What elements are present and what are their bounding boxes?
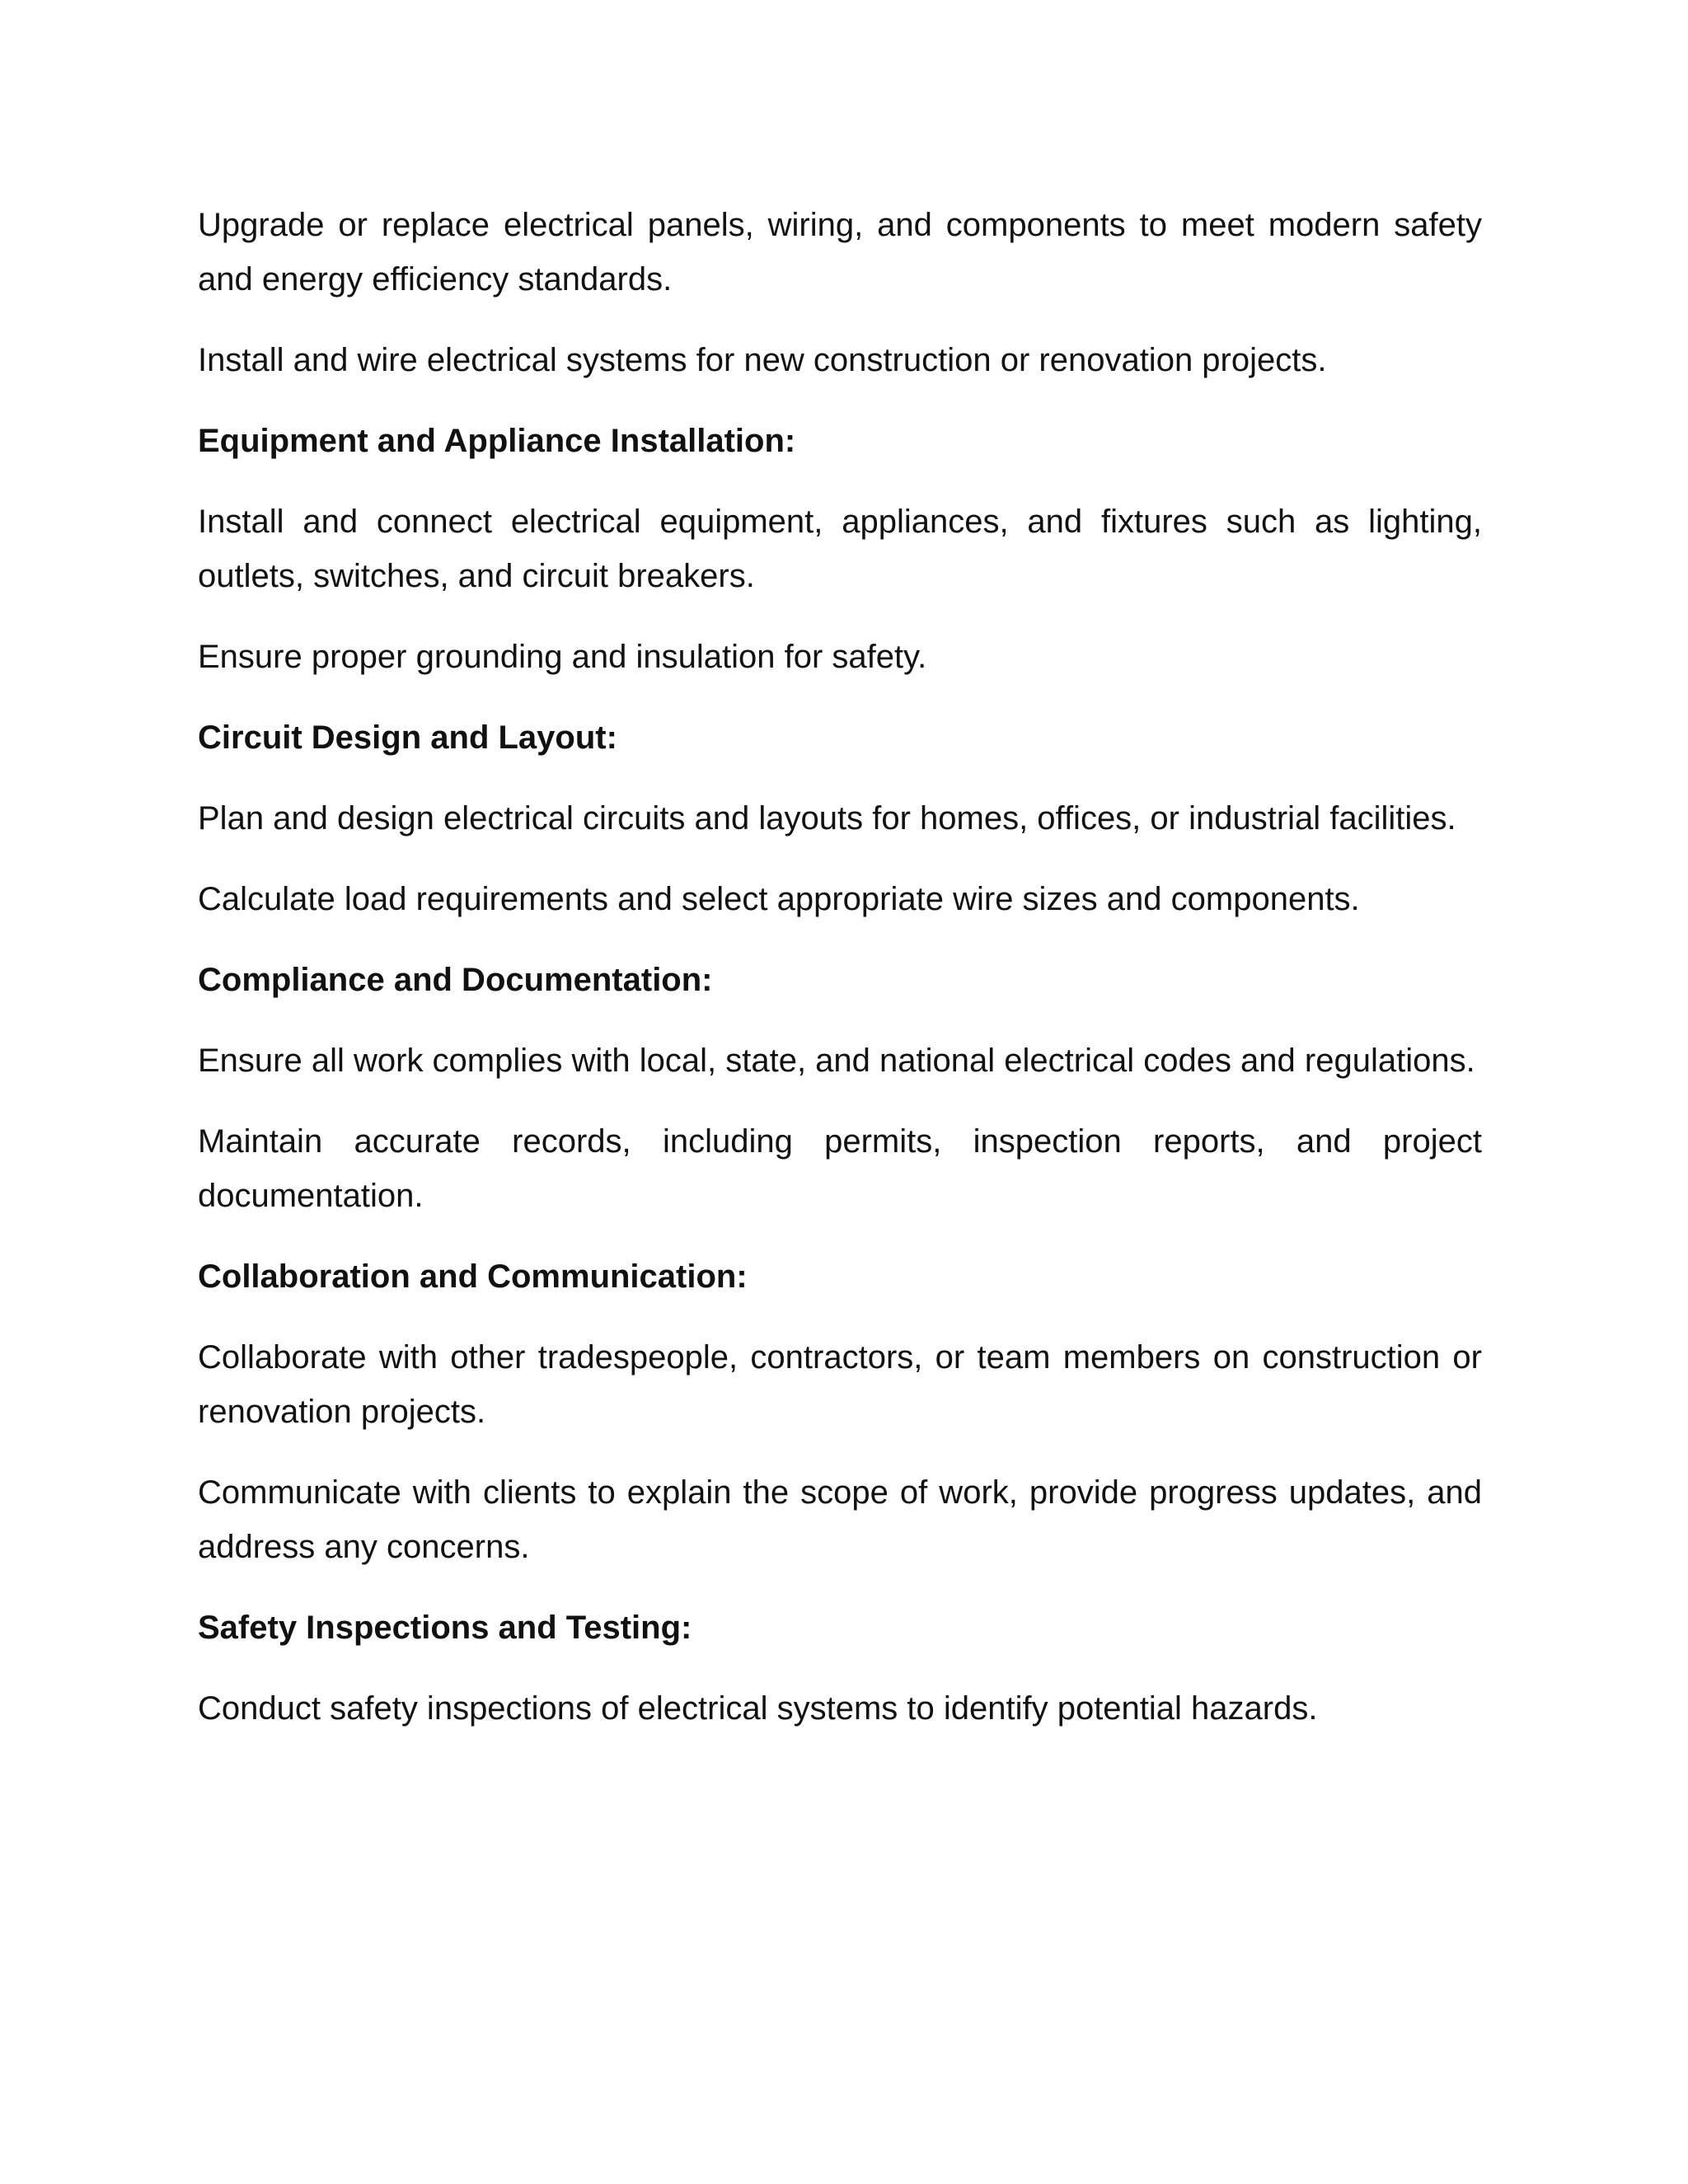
paragraph-codes: Ensure all work complies with local, state, and national electrical codes and regulations. <box>198 1043 1475 1079</box>
paragraph-upgrade-panels: Upgrade or replace electrical panels, wiring, and components to meet modern safety and energy efficiency standards. <box>198 207 1482 298</box>
paragraph-records: Maintain accurate records, including permits, inspection reports, and project documentation. <box>198 1123 1482 1214</box>
paragraph-install-connect: Install and connect electrical equipment, appliances, and fixtures such as lighting, outlets, switches, and circuit breakers. <box>198 504 1482 594</box>
paragraph-collaborate: Collaborate with other tradespeople, contractors, or team members on construction or renovation projects. <box>198 1339 1482 1430</box>
heading-compliance: Compliance and Documentation: <box>198 962 713 998</box>
heading-equipment-installation: Equipment and Appliance Installation: <box>198 423 796 459</box>
paragraph-grounding: Ensure proper grounding and insulation for safety. <box>198 639 927 675</box>
paragraph-communicate: Communicate with clients to explain the scope of work, provide progress updates, and address any concerns. <box>198 1474 1482 1565</box>
document-body <box>198 198 1482 1762</box>
heading-circuit-design: Circuit Design and Layout: <box>198 719 617 756</box>
paragraph-calculate-load: Calculate load requirements and select appropriate wire sizes and components. <box>198 881 1360 917</box>
paragraph-conduct-inspections: Conduct safety inspections of electrical systems to identify potential hazards. <box>198 1690 1318 1727</box>
paragraph-install-wire: Install and wire electrical systems for new construction or renovation projects. <box>198 342 1327 378</box>
heading-collaboration: Collaboration and Communication: <box>198 1258 748 1295</box>
paragraph-plan-design: Plan and design electrical circuits and layouts for homes, offices, or industrial facilities. <box>198 800 1456 837</box>
heading-safety-inspections: Safety Inspections and Testing: <box>198 1610 692 1646</box>
